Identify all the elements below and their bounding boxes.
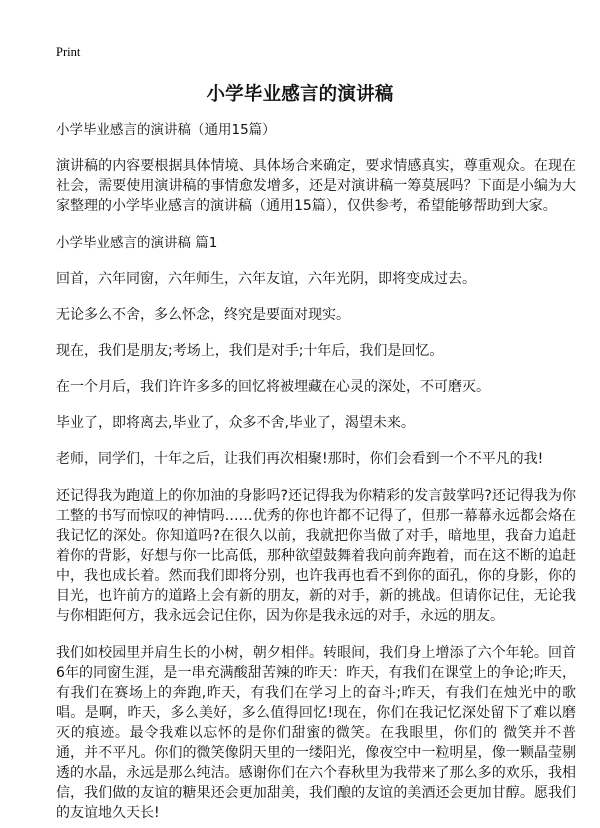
print-link[interactable]: Print xyxy=(56,45,81,59)
paragraph: 回首，六年同窗，六年师生，六年友谊，六年光阴，即将变成过去。 xyxy=(56,271,476,287)
paragraph: 无论多么不舍，多么怀念，终究是要面对现实。 xyxy=(56,307,350,323)
paragraph: 在一个月后，我们许许多多的回忆将被埋藏在心灵的深处，不可磨灭。 xyxy=(56,379,490,395)
article-subtitle: 小学毕业感言的演讲稿（通用15篇） xyxy=(56,122,276,138)
article-body xyxy=(56,120,576,823)
paragraph: 还记得我为跑道上的你加油的身影吗?还记得我为你精彩的发言鼓掌吗?还记得我为你工整的书写而惊叹的神情吗……优秀的你也许都不记得了，但那一幕幕永远都会烙在我记忆的深处。你知道吗?在很久以前，我就把你当做了对手，暗地里，我奋力追赶着你的背影，好想与你一比高低，那种欲望鼓舞着我向前奔跑着，而在这不断的追赶中，我也成长着。然而我们即将分别，也许我再也看不到你的面孔，你的身影，你的目光，也许前方的道路上会有新的朋友，新的对手，新的挑战。但请你记住，无论我与你相距何方，我永远会记住你，因为你是我永远的对手，永远的朋友。 xyxy=(56,488,576,624)
paragraph: 现在，我们是朋友;考场上，我们是对手;十年后，我们是回忆。 xyxy=(56,343,444,359)
intro-paragraph: 演讲稿的内容要根据具体情境、具体场合来确定，要求情感真实，尊重观众。在现在社会，需要使用演讲稿的事情愈发增多，还是对演讲稿一筹莫展吗？下面是小编为大家整理的小学毕业感言的演讲稿（通用15篇），仅供参考，希望能够帮助到大家。 xyxy=(56,158,576,214)
paragraph: 我们如校园里并肩生长的小树，朝夕相伴。转眼间，我们身上增添了六个年轮。回首6年的同窗生涯，是一串充满酸甜苦辣的昨天：昨天，有我们在课堂上的争论;昨天，有我们在赛场上的奔跑,昨天，有我们在学习上的奋斗;昨天，有我们在烛光中的歌唱。是啊，昨天，多么美好，多么值得回忆!现在，你们在我记忆深处留下了难以磨灭的痕迹。最令我难以忘怀的是你们甜蜜的微笑。在我眼里，你们的 微笑并不普通，并不平凡。你们的微笑像阴天里的一缕阳光，像夜空中一粒明星，像一颗晶莹剔透的水晶，永远是那么纯洁。感谢你们在六个春秋里为我带来了那么多的欢乐，我相信，我们做的友谊的糖果还会更加甜美，我们酿的友谊的美酒还会更加甘醇。愿我们的友谊地久天长! xyxy=(56,645,576,821)
paragraph: 毕业了，即将离去,毕业了，众多不舍,毕业了，渴望未来。 xyxy=(56,415,415,431)
section-heading: 小学毕业感言的演讲稿 篇1 xyxy=(56,235,218,251)
page-title: 小学毕业感言的演讲稿 xyxy=(206,84,394,105)
paragraph: 老师，同学们，十年之后，让我们再次相聚!那时，你们会看到一个不平凡的我! xyxy=(56,451,544,467)
